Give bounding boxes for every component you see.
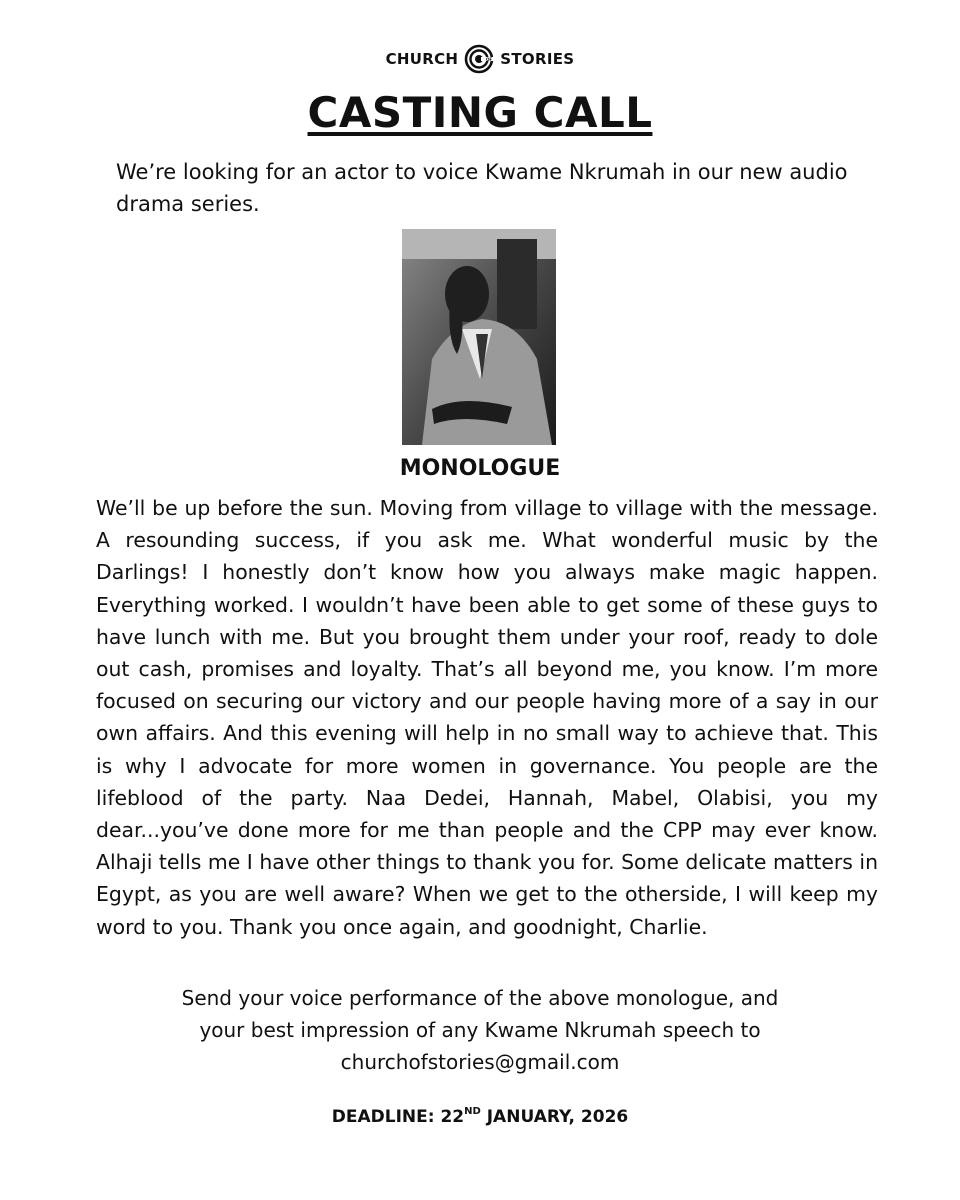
instructions-line-2: your best impression of any Kwame Nkrumah speech to	[199, 1018, 761, 1042]
submission-instructions	[0, 982, 960, 1078]
portrait-photo-icon	[402, 229, 556, 445]
portrait-photo	[402, 229, 556, 445]
deadline-superscript: ND	[464, 1106, 481, 1117]
monologue-text: We’ll be up before the sun. Moving from village to village with the message. A resounding success, if you ask me. What wonderful music by the Darlings! I honestly don’t know how you always make magic happen. Everything worked. I wouldn’t have been able to get some of these guys to have lunch with me. But you brought them under your roof, ready to dole out cash, promises and loyalty. That’s all beyond me, you know. I’m more focused on securing our victory and our people having more of a say in our own affairs. And this evening will help in no small way to achieve that. This is why I advocate for more women in governance. You people are the lifeblood of the party. Naa Dedei, Hannah, Mabel, Olabisi, you my dear...you’ve done more for me than people and the CPP may ever know. Alhaji tells me I have other things to thank you for. Some delicate matters in Egypt, as you are well aware? When we get to the otherside, I will keep my word to you. Thank you once again, and goodnight, Charlie.	[96, 496, 878, 939]
deadline-prefix: DEADLINE: 22	[331, 1107, 465, 1127]
contact-email: churchofstories@gmail.com	[340, 1050, 620, 1074]
podcast-mark-icon	[464, 44, 494, 74]
brand-logo	[0, 44, 960, 74]
brand-left-word: CHURCH	[385, 50, 459, 68]
deadline-suffix: JANUARY, 2026	[480, 1107, 629, 1127]
instructions-line-1: Send your voice performance of the above monologue, and	[181, 986, 779, 1010]
monologue-heading: MONOLOGUE	[399, 456, 561, 481]
page-title	[0, 88, 960, 137]
brand-right-word: STORIES	[500, 50, 575, 68]
intro-text: We’re looking for an actor to voice Kwame Nkrumah in our new audio drama series.	[116, 160, 848, 216]
brand-mark-text: OF	[486, 56, 493, 62]
page-title-text: CASTING CALL	[307, 88, 653, 137]
deadline	[0, 1106, 960, 1127]
